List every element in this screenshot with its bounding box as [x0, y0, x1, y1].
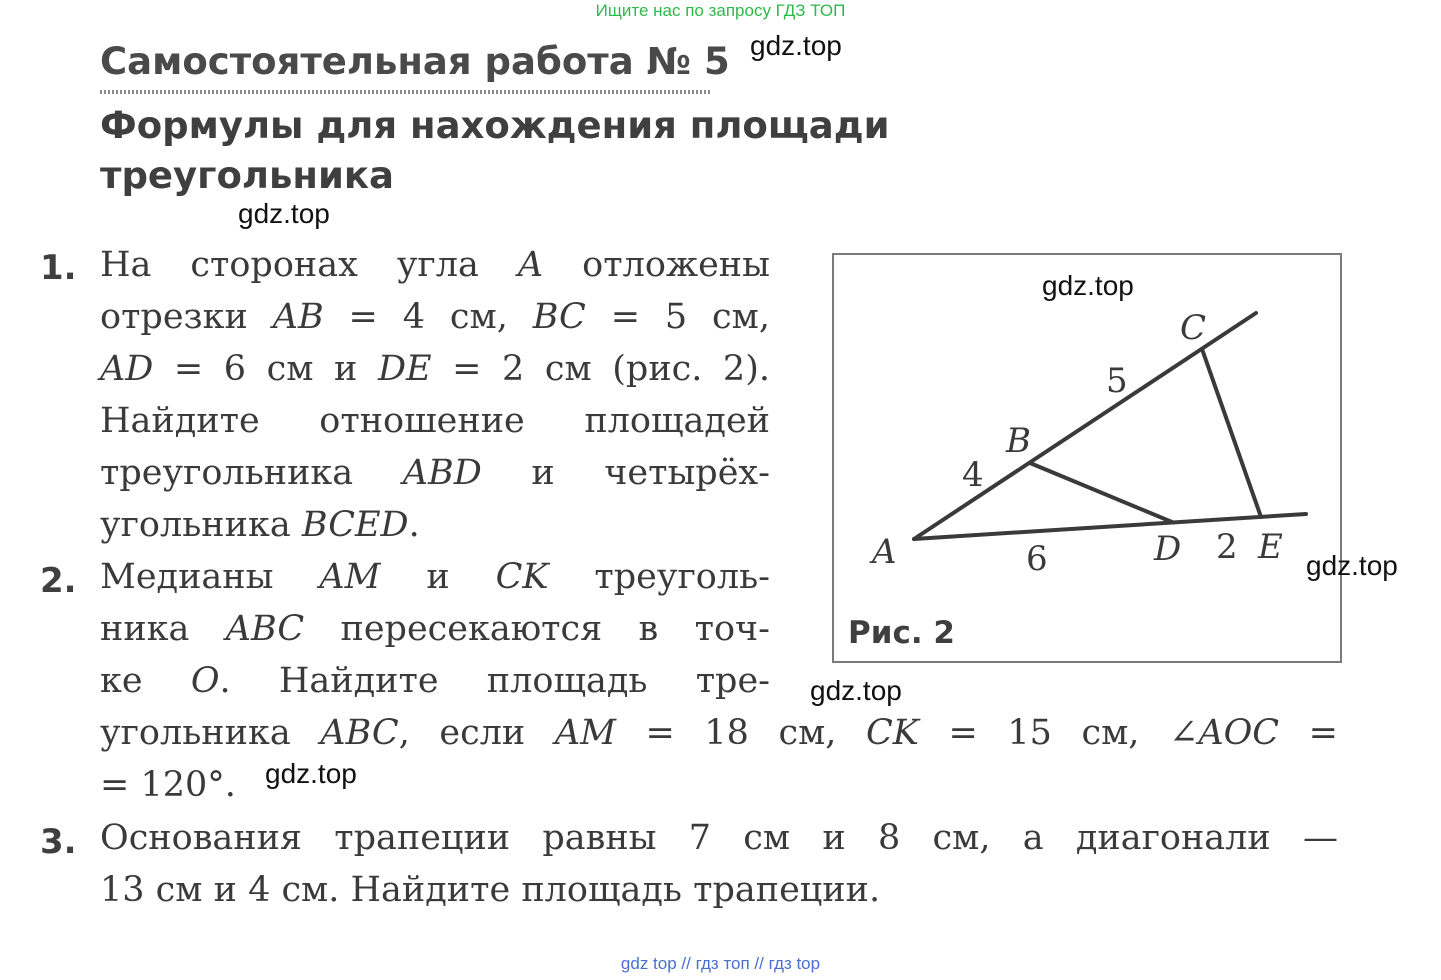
text-run: отложены — [543, 245, 770, 285]
figure-caption: Рис. 2 — [848, 615, 955, 651]
text-run: Найдите отношение площадей — [100, 401, 770, 441]
watermark: gdz.top — [238, 198, 330, 229]
figure-2 — [832, 253, 1342, 663]
math-variable: AOC — [1198, 713, 1280, 753]
text-run: = 18 см, — [615, 713, 866, 753]
figure-2-drawing — [834, 255, 1340, 661]
text-run: . Найдите площадь тре- — [219, 661, 770, 701]
text-run: треуголь- — [548, 557, 770, 597]
text-run: = 120°. — [100, 765, 236, 805]
math-variable: ABD — [402, 453, 482, 493]
math-variable: AD — [100, 349, 154, 389]
text-run: = — [1279, 713, 1338, 753]
task-2-line — [100, 609, 770, 649]
task-3-line — [100, 818, 1338, 858]
math-variable: CK — [866, 713, 919, 753]
segment-bc-length: 5 — [1106, 361, 1128, 401]
task-1-line — [100, 245, 770, 285]
math-variable: AM — [319, 557, 381, 597]
task-1-line — [100, 505, 420, 545]
math-variable: ABC — [320, 713, 399, 753]
task-1-line — [100, 349, 770, 389]
math-variable: ABC — [225, 609, 305, 649]
text-run: Основания трапеции равны 7 см и 8 см, а диагонали — — [100, 818, 1338, 858]
watermark: gdz.top — [1306, 550, 1398, 581]
text-run: и четырёх- — [481, 453, 770, 493]
segment-de-length: 2 — [1216, 527, 1238, 567]
text-run: = 4 см, — [323, 297, 533, 337]
task-1-line — [100, 297, 770, 337]
text-run: . — [408, 505, 420, 545]
task-1-number: 1. — [40, 248, 77, 288]
task-3-line — [100, 870, 880, 910]
text-run: , если — [398, 713, 555, 753]
watermark: gdz.top — [1042, 270, 1134, 301]
text-run: = 6 см и — [153, 349, 378, 389]
math-variable: A — [517, 245, 544, 285]
text-run: ника — [100, 609, 226, 649]
text-run: и — [380, 557, 496, 597]
math-variable: O — [190, 661, 220, 701]
task-2-line — [100, 557, 770, 597]
point-c-label: C — [1180, 308, 1207, 348]
task-2-number: 2. — [40, 561, 77, 601]
text-run: На сторонах угла — [100, 245, 518, 285]
segment-ad-length: 6 — [1026, 539, 1048, 579]
point-b-label: B — [1006, 421, 1031, 461]
top-search-link[interactable]: Ищите нас по запросу ГДЗ ТОП — [595, 1, 846, 20]
watermark: gdz.top — [810, 675, 902, 706]
text-run: = 2 см (рис. 2). — [431, 349, 770, 389]
text-run: отрезки — [100, 297, 273, 337]
math-variable: AM — [554, 713, 616, 753]
text-run: пересекаются в точ- — [304, 609, 770, 649]
task-2-line — [100, 765, 236, 805]
text-run: треугольника — [100, 453, 403, 493]
task-2-line — [100, 713, 1338, 753]
text-run: = 15 см, ∠ — [918, 713, 1199, 753]
task-2-line — [100, 661, 770, 701]
text-run: угольника — [100, 505, 302, 545]
text-run: ке — [100, 661, 191, 701]
segment-ce — [1202, 349, 1261, 517]
segment-ab-length: 4 — [962, 455, 984, 495]
math-variable: CK — [495, 557, 549, 597]
task-1-line — [100, 453, 770, 493]
segment-bd — [1030, 463, 1172, 522]
point-d-label: D — [1154, 529, 1182, 569]
task-1-line — [100, 401, 770, 441]
footer-links[interactable]: gdz top // гдз топ // гдз top — [620, 954, 821, 973]
section-title-line-1: Формулы для нахождения площади — [100, 104, 890, 147]
math-variable: AB — [272, 297, 324, 337]
task-3-number: 3. — [40, 822, 77, 862]
watermark: gdz.top — [265, 758, 357, 789]
point-a-label: A — [872, 532, 897, 572]
math-variable: BC — [532, 297, 586, 337]
text-run: 13 см и 4 см. Найдите площадь трапеции. — [100, 870, 881, 910]
math-variable: BCED — [301, 505, 409, 545]
point-e-label: E — [1258, 527, 1283, 567]
text-run: = 5 см, — [585, 297, 770, 337]
math-variable: DE — [377, 349, 432, 389]
ray-ae — [914, 514, 1306, 539]
page-title: Самостоятельная работа № 5 — [100, 40, 730, 83]
section-title-line-2: треугольника — [100, 154, 394, 197]
text-run: угольника — [100, 713, 321, 753]
title-underline — [100, 90, 712, 94]
text-run: Медианы — [100, 557, 320, 597]
watermark: gdz.top — [750, 30, 842, 61]
